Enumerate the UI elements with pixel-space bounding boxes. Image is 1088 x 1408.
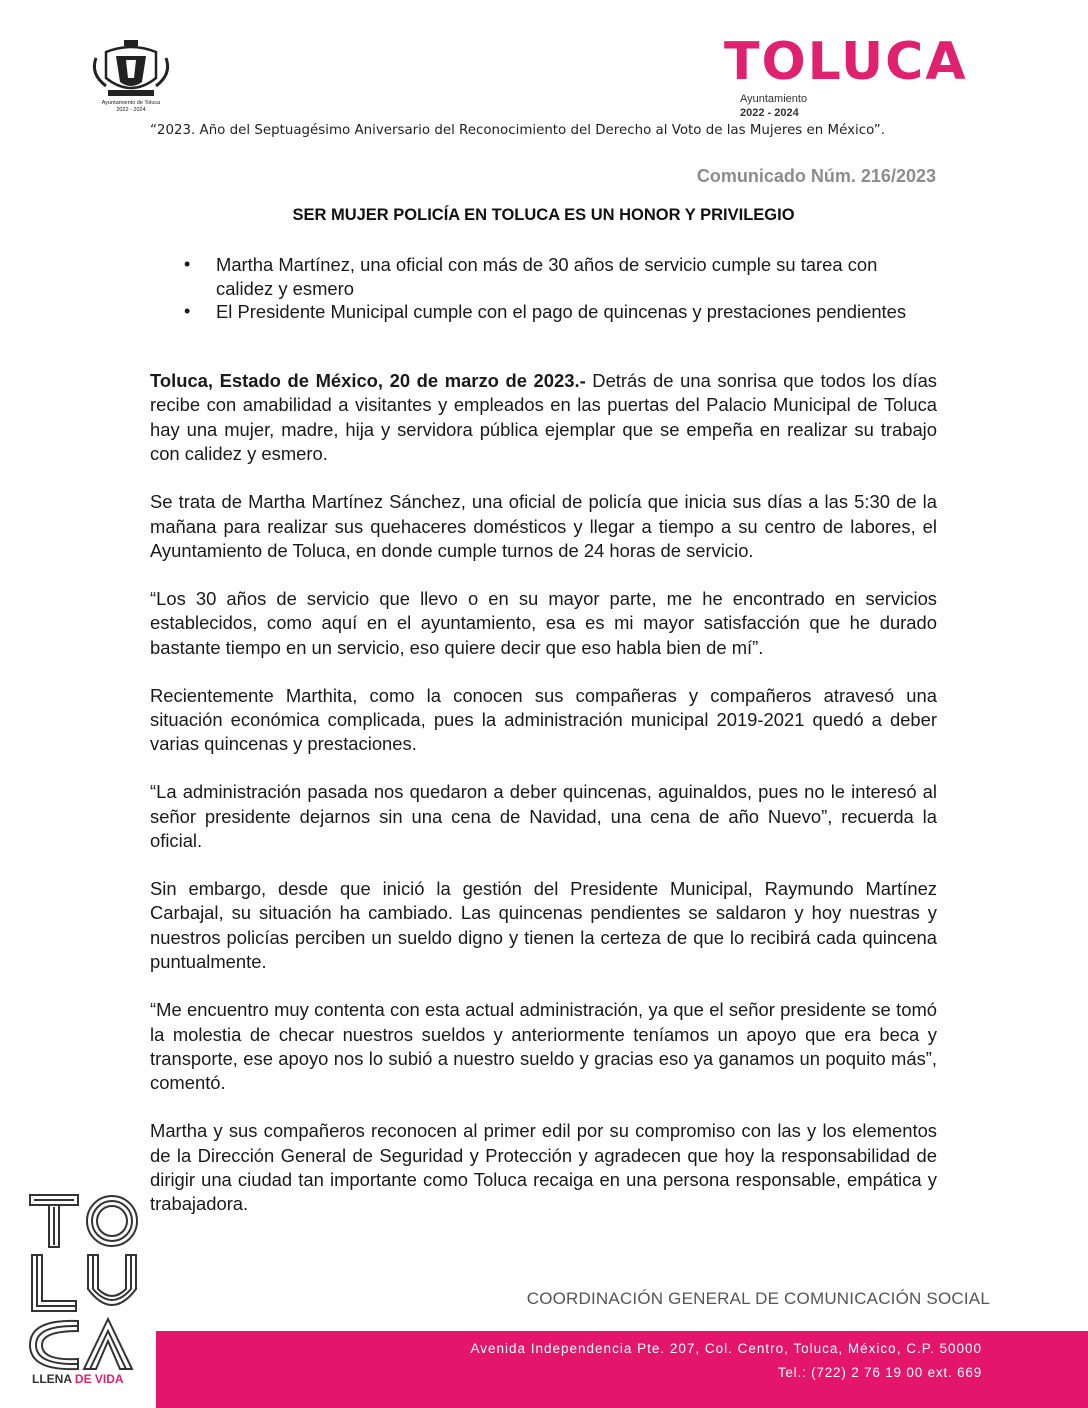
footer-address: Avenida Independencia Pte. 207, Col. Centro, Toluca, México, C.P. 50000	[470, 1341, 982, 1356]
lead-paragraph	[150, 369, 937, 467]
toluca-outline-letters-icon	[28, 1193, 140, 1371]
brand-subtitle: Ayuntamiento	[740, 93, 808, 105]
summary-bullet: • Martha Martínez, una oficial con más de 30 años de servicio cumple su tarea con calidez y esmero	[160, 253, 920, 300]
seal-years: 2022 - 2024	[116, 107, 146, 113]
body-paragraph: Se trata de Martha Martínez Sánchez, una oficial de policía que inicia sus días a las 5:30 de la mañana para realizar sus quehaceres domésticos y llegar a tiempo a su centro de labores, el Ayuntamiento de Toluca, en donde cumple turnos de 24 horas de servicio.	[150, 491, 937, 561]
article-body	[150, 369, 937, 1240]
release-number: Comunicado Núm. 216/2023	[696, 166, 936, 186]
slogan-part2: DE VIDA	[74, 1372, 124, 1386]
body-paragraph: Sin embargo, desde que inició la gestión del Presidente Municipal, Raymundo Martínez Carbajal, su situación ha cambiado. Las quincenas pendientes se saldaron y hoy nuestras y nuestros policías perciben un sueldo digno y tienen la certeza de que lo recibirá cada quincena puntualmente.	[150, 878, 937, 973]
brand-years: 2022 - 2024	[740, 107, 799, 119]
body-paragraph: “Me encuentro muy contenta con esta actual administración, ya que el señor presidente se tomó la molestia de checar nuestros sueldos y anteriormente teníamos un apoyo que era beca y transporte, ese apoyo nos lo subió a nuestro sueldo y gracias eso ya ganamos un poquito más”, comentó.	[150, 999, 937, 1094]
coat-of-arms-icon	[86, 38, 176, 100]
lead-text: Detrás de una sonrisa que todos los días recibe con amabilidad a visitantes y empleados en las puertas del Palacio Municipal de Toluca hay una mujer, madre, hija y servidora pública ejemplar que se empeña en realizar su trabajo con calidez y esmero.	[150, 370, 937, 465]
brand-wordmark: TOLUCA	[724, 32, 968, 92]
summary-bullets	[160, 253, 920, 324]
body-paragraph: “La administración pasada nos quedaron a deber quincenas, aguinaldos, pues no le interesó al señor presidente dejarnos sin una cena de Navidad, una cena de año Nuevo”, recuerda la oficial.	[150, 781, 937, 852]
body-paragraph: Martha y sus compañeros reconocen al primer edil por su compromiso con las y los elementos de la Dirección General de Seguridad y Protección y agradecen que hoy la responsabilidad de dirigir una ciudad tan importante como Toluca recaiga en una persona responsable, empática y trabajadora.	[150, 1120, 937, 1215]
municipal-seal	[86, 38, 176, 122]
dateline: Toluca, Estado de México, 20 de marzo de 2023.-	[150, 370, 586, 391]
slogan	[32, 1372, 124, 1386]
year-motto: “2023. Año del Septuagésimo Aniversario del Reconocimiento del Derecho al Voto de las Mujeres en México”.	[150, 123, 885, 138]
slogan-part1: LLENA	[32, 1372, 72, 1386]
footer-phone: Tel.: (722) 2 76 19 00 ext. 669	[777, 1365, 982, 1380]
toluca-outline-logo	[28, 1193, 140, 1383]
body-paragraph: “Los 30 años de servicio que llevo o en su mayor parte, me he encontrado en servicios establecidos, como aquí en el ayuntamiento, esa es mi mayor satisfacción que he durado bastante tiempo en un servicio, eso quiere decir que eso habla bien de mí”.	[150, 587, 937, 658]
seal-caption: Ayuntamiento de Toluca	[101, 100, 161, 106]
body-paragraph: Recientemente Marthita, como la conocen sus compañeras y compañeros atravesó una situación económica complicada, pues la administración municipal 2019-2021 quedó a deber varias quincenas y prestaciones.	[150, 684, 937, 755]
department-name: COORDINACIÓN GENERAL DE COMUNICACIÓN SOCIAL	[526, 1289, 990, 1308]
toluca-brand-logo	[724, 32, 984, 126]
summary-bullet: • El Presidente Municipal cumple con el pago de quincenas y prestaciones pendientes	[160, 300, 920, 324]
headline: SER MUJER POLICÍA EN TOLUCA ES UN HONOR Y PRIVILEGIO	[292, 206, 795, 224]
